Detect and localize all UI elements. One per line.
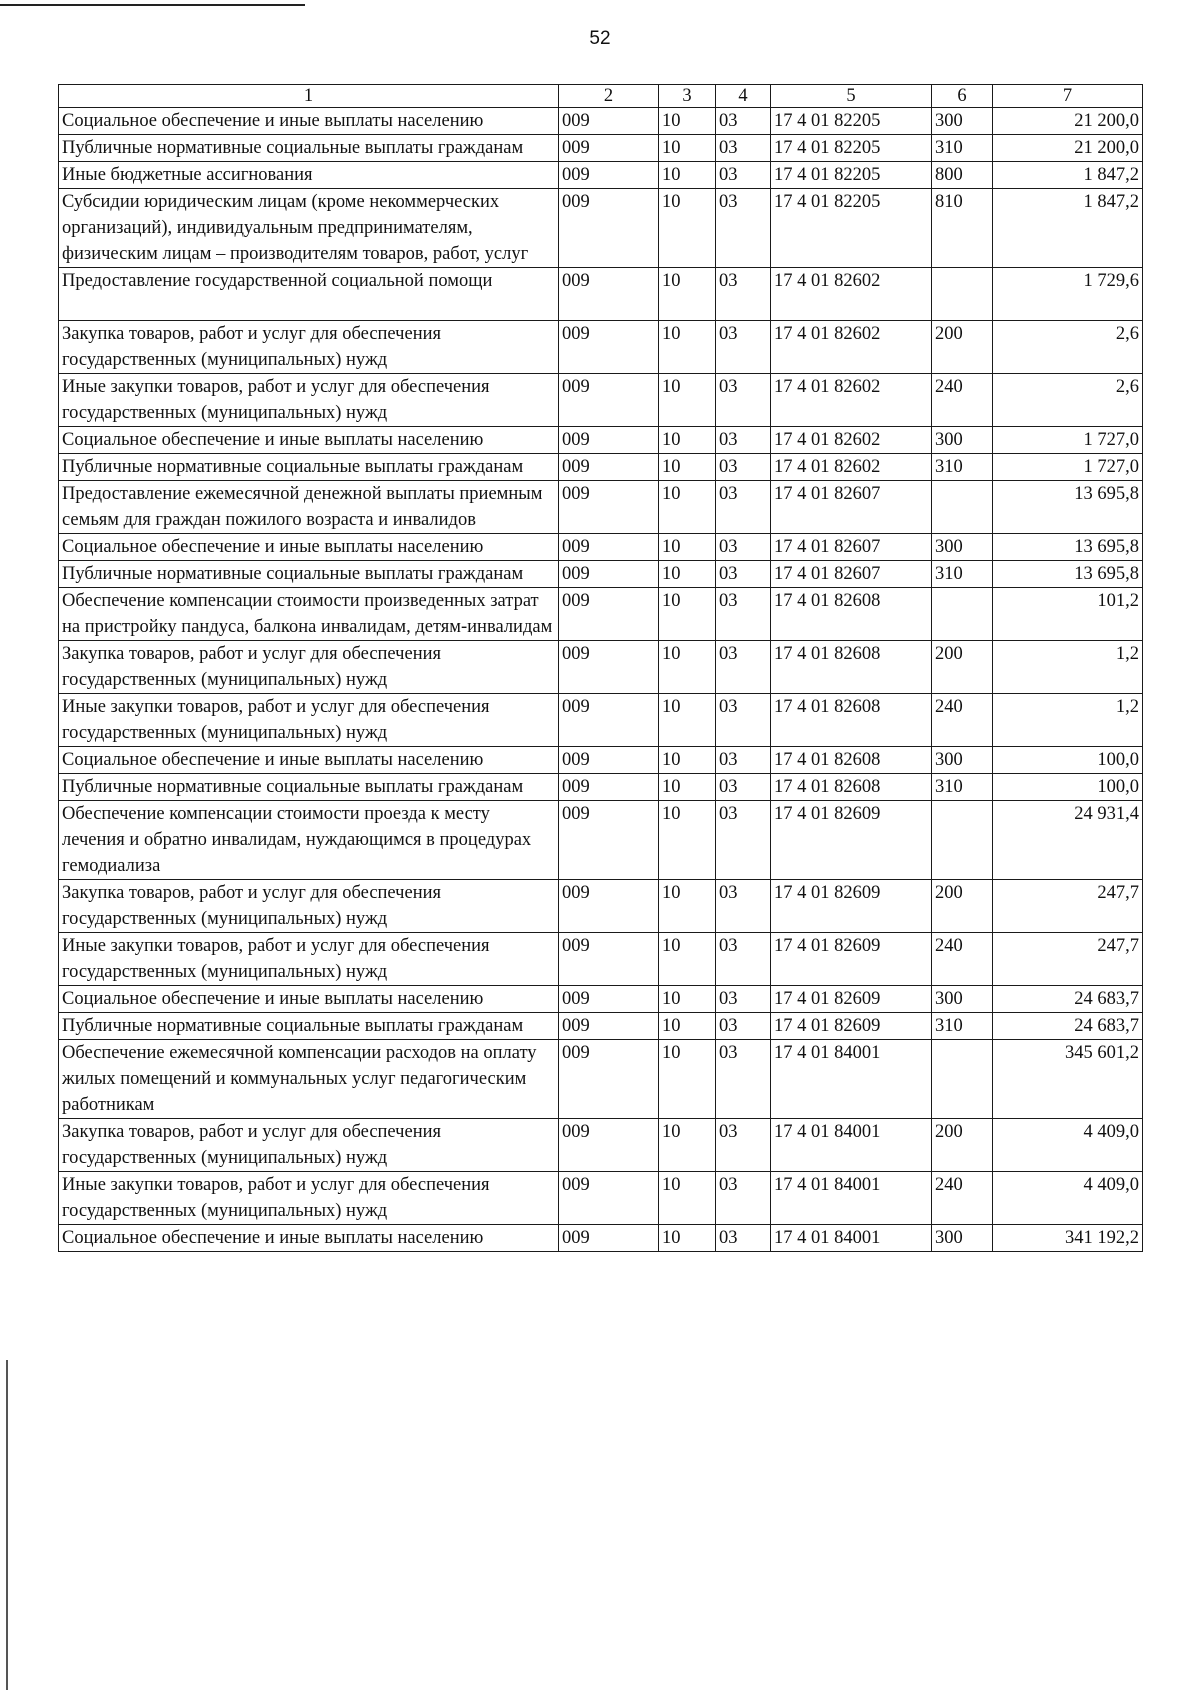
row-subsection-code: 03 (716, 1040, 771, 1119)
row-name: Публичные нормативные социальные выплаты гражданам (59, 135, 559, 162)
row-grbs-code: 009 (559, 1013, 659, 1040)
row-name: Субсидии юридическим лицам (кроме некоммерческих организаций), индивидуальным предпринимателям, физическим лицам – производителям товаров, работ, услуг (59, 189, 559, 268)
row-target-article: 17 4 01 82602 (771, 268, 932, 321)
row-expense-type: 300 (932, 747, 993, 774)
row-expense-type: 800 (932, 162, 993, 189)
scan-edge-line-left (6, 1360, 8, 1690)
row-section-code: 10 (659, 1013, 716, 1040)
row-target-article: 17 4 01 82602 (771, 374, 932, 427)
table-row (59, 1172, 1143, 1225)
header-col-3: 3 (659, 85, 716, 108)
row-expense-type: 240 (932, 374, 993, 427)
row-name: Иные закупки товаров, работ и услуг для обеспечения государственных (муниципальных) нужд (59, 374, 559, 427)
header-col-2: 2 (559, 85, 659, 108)
row-amount: 21 200,0 (993, 108, 1143, 135)
table-row (59, 641, 1143, 694)
row-section-code: 10 (659, 1119, 716, 1172)
row-subsection-code: 03 (716, 774, 771, 801)
row-name: Социальное обеспечение и иные выплаты населению (59, 108, 559, 135)
row-name: Обеспечение ежемесячной компенсации расходов на оплату жилых помещений и коммунальных услуг педагогическим работникам (59, 1040, 559, 1119)
row-section-code: 10 (659, 1225, 716, 1252)
row-expense-type: 310 (932, 135, 993, 162)
row-subsection-code: 03 (716, 561, 771, 588)
row-subsection-code: 03 (716, 534, 771, 561)
table-row (59, 321, 1143, 374)
row-subsection-code: 03 (716, 933, 771, 986)
table-row (59, 481, 1143, 534)
row-amount: 4 409,0 (993, 1172, 1143, 1225)
row-expense-type: 240 (932, 933, 993, 986)
row-target-article: 17 4 01 82205 (771, 162, 932, 189)
row-expense-type: 310 (932, 454, 993, 481)
row-subsection-code: 03 (716, 162, 771, 189)
row-grbs-code: 009 (559, 108, 659, 135)
row-grbs-code: 009 (559, 162, 659, 189)
header-col-5: 5 (771, 85, 932, 108)
row-expense-type: 200 (932, 321, 993, 374)
row-target-article: 17 4 01 82609 (771, 1013, 932, 1040)
row-target-article: 17 4 01 82608 (771, 774, 932, 801)
row-name: Иные закупки товаров, работ и услуг для обеспечения государственных (муниципальных) нужд (59, 933, 559, 986)
row-subsection-code: 03 (716, 801, 771, 880)
row-grbs-code: 009 (559, 1225, 659, 1252)
row-name: Публичные нормативные социальные выплаты гражданам (59, 454, 559, 481)
table-row (59, 1013, 1143, 1040)
row-target-article: 17 4 01 82602 (771, 321, 932, 374)
row-amount: 1,2 (993, 641, 1143, 694)
table-row (59, 268, 1143, 321)
row-name: Обеспечение компенсации стоимости произведенных затрат на пристройку пандуса, балкона инвалидам, детям-инвалидам (59, 588, 559, 641)
row-grbs-code: 009 (559, 933, 659, 986)
row-amount: 345 601,2 (993, 1040, 1143, 1119)
row-name: Иные бюджетные ассигнования (59, 162, 559, 189)
row-amount: 341 192,2 (993, 1225, 1143, 1252)
row-amount: 1,2 (993, 694, 1143, 747)
row-subsection-code: 03 (716, 1013, 771, 1040)
row-grbs-code: 009 (559, 880, 659, 933)
row-target-article: 17 4 01 82602 (771, 454, 932, 481)
row-target-article: 17 4 01 84001 (771, 1119, 932, 1172)
row-expense-type: 200 (932, 880, 993, 933)
row-grbs-code: 009 (559, 641, 659, 694)
row-amount: 2,6 (993, 374, 1143, 427)
row-section-code: 10 (659, 986, 716, 1013)
row-amount: 13 695,8 (993, 561, 1143, 588)
row-subsection-code: 03 (716, 189, 771, 268)
row-section-code: 10 (659, 162, 716, 189)
row-name: Публичные нормативные социальные выплаты гражданам (59, 774, 559, 801)
row-grbs-code: 009 (559, 986, 659, 1013)
table-header (59, 85, 1143, 108)
row-subsection-code: 03 (716, 427, 771, 454)
row-expense-type (932, 268, 993, 321)
row-name: Публичные нормативные социальные выплаты гражданам (59, 561, 559, 588)
row-expense-type: 200 (932, 1119, 993, 1172)
table-row (59, 427, 1143, 454)
table-row (59, 880, 1143, 933)
row-subsection-code: 03 (716, 481, 771, 534)
row-expense-type: 310 (932, 774, 993, 801)
row-target-article: 17 4 01 82607 (771, 481, 932, 534)
row-expense-type (932, 1040, 993, 1119)
row-target-article: 17 4 01 82205 (771, 108, 932, 135)
row-name: Социальное обеспечение и иные выплаты населению (59, 986, 559, 1013)
row-section-code: 10 (659, 747, 716, 774)
row-name: Предоставление ежемесячной денежной выплаты приемным семьям для граждан пожилого возраста и инвалидов (59, 481, 559, 534)
header-col-1: 1 (59, 85, 559, 108)
row-name: Обеспечение компенсации стоимости проезда к месту лечения и обратно инвалидам, нуждающимся в процедурах гемодиализа (59, 801, 559, 880)
row-amount: 100,0 (993, 774, 1143, 801)
row-expense-type: 310 (932, 1013, 993, 1040)
row-section-code: 10 (659, 694, 716, 747)
row-section-code: 10 (659, 588, 716, 641)
header-col-6: 6 (932, 85, 993, 108)
table-row (59, 801, 1143, 880)
row-expense-type: 240 (932, 1172, 993, 1225)
table-row (59, 588, 1143, 641)
row-expense-type (932, 588, 993, 641)
row-target-article: 17 4 01 84001 (771, 1225, 932, 1252)
row-section-code: 10 (659, 189, 716, 268)
row-amount: 247,7 (993, 880, 1143, 933)
row-grbs-code: 009 (559, 1040, 659, 1119)
row-subsection-code: 03 (716, 986, 771, 1013)
row-grbs-code: 009 (559, 374, 659, 427)
row-name: Социальное обеспечение и иные выплаты населению (59, 1225, 559, 1252)
row-section-code: 10 (659, 774, 716, 801)
row-subsection-code: 03 (716, 588, 771, 641)
row-name: Социальное обеспечение и иные выплаты населению (59, 534, 559, 561)
row-target-article: 17 4 01 82602 (771, 427, 932, 454)
row-expense-type (932, 801, 993, 880)
table-row (59, 189, 1143, 268)
row-name: Закупка товаров, работ и услуг для обеспечения государственных (муниципальных) нужд (59, 321, 559, 374)
row-subsection-code: 03 (716, 135, 771, 162)
row-name: Предоставление государственной социальной помощи (59, 268, 559, 321)
row-target-article: 17 4 01 82607 (771, 534, 932, 561)
row-grbs-code: 009 (559, 534, 659, 561)
header-col-7: 7 (993, 85, 1143, 108)
row-section-code: 10 (659, 1040, 716, 1119)
scan-edge-line (0, 4, 305, 6)
row-subsection-code: 03 (716, 747, 771, 774)
row-section-code: 10 (659, 374, 716, 427)
table-row (59, 694, 1143, 747)
row-amount: 101,2 (993, 588, 1143, 641)
row-target-article: 17 4 01 82205 (771, 189, 932, 268)
row-subsection-code: 03 (716, 1119, 771, 1172)
row-section-code: 10 (659, 427, 716, 454)
row-expense-type: 300 (932, 986, 993, 1013)
row-grbs-code: 009 (559, 321, 659, 374)
row-subsection-code: 03 (716, 108, 771, 135)
row-grbs-code: 009 (559, 427, 659, 454)
row-expense-type: 300 (932, 108, 993, 135)
row-target-article: 17 4 01 84001 (771, 1172, 932, 1225)
row-amount: 247,7 (993, 933, 1143, 986)
row-target-article: 17 4 01 82608 (771, 588, 932, 641)
row-name: Закупка товаров, работ и услуг для обеспечения государственных (муниципальных) нужд (59, 1119, 559, 1172)
row-grbs-code: 009 (559, 588, 659, 641)
row-expense-type: 300 (932, 534, 993, 561)
row-grbs-code: 009 (559, 774, 659, 801)
row-target-article: 17 4 01 82609 (771, 986, 932, 1013)
row-section-code: 10 (659, 534, 716, 561)
row-amount: 13 695,8 (993, 481, 1143, 534)
row-name: Социальное обеспечение и иные выплаты населению (59, 747, 559, 774)
row-name: Закупка товаров, работ и услуг для обеспечения государственных (муниципальных) нужд (59, 880, 559, 933)
table-row (59, 561, 1143, 588)
row-target-article: 17 4 01 84001 (771, 1040, 932, 1119)
row-section-code: 10 (659, 1172, 716, 1225)
row-amount: 1 727,0 (993, 427, 1143, 454)
row-target-article: 17 4 01 82608 (771, 694, 932, 747)
row-name: Публичные нормативные социальные выплаты гражданам (59, 1013, 559, 1040)
table-row (59, 534, 1143, 561)
table-body (59, 108, 1143, 1252)
row-grbs-code: 009 (559, 747, 659, 774)
row-target-article: 17 4 01 82609 (771, 880, 932, 933)
row-section-code: 10 (659, 561, 716, 588)
row-target-article: 17 4 01 82205 (771, 135, 932, 162)
row-section-code: 10 (659, 108, 716, 135)
row-grbs-code: 009 (559, 1172, 659, 1225)
row-section-code: 10 (659, 641, 716, 694)
row-target-article: 17 4 01 82607 (771, 561, 932, 588)
row-section-code: 10 (659, 481, 716, 534)
row-grbs-code: 009 (559, 694, 659, 747)
row-section-code: 10 (659, 454, 716, 481)
table-row (59, 933, 1143, 986)
row-target-article: 17 4 01 82608 (771, 641, 932, 694)
row-subsection-code: 03 (716, 641, 771, 694)
row-subsection-code: 03 (716, 374, 771, 427)
table-row (59, 135, 1143, 162)
row-amount: 21 200,0 (993, 135, 1143, 162)
row-section-code: 10 (659, 135, 716, 162)
row-amount: 1 729,6 (993, 268, 1143, 321)
table-row (59, 454, 1143, 481)
row-grbs-code: 009 (559, 1119, 659, 1172)
row-grbs-code: 009 (559, 135, 659, 162)
table-row (59, 162, 1143, 189)
row-section-code: 10 (659, 880, 716, 933)
row-section-code: 10 (659, 321, 716, 374)
row-subsection-code: 03 (716, 1172, 771, 1225)
table-row (59, 1119, 1143, 1172)
row-amount: 1 847,2 (993, 189, 1143, 268)
row-target-article: 17 4 01 82608 (771, 747, 932, 774)
row-expense-type: 810 (932, 189, 993, 268)
row-subsection-code: 03 (716, 880, 771, 933)
table-row (59, 986, 1143, 1013)
row-grbs-code: 009 (559, 801, 659, 880)
row-amount: 24 931,4 (993, 801, 1143, 880)
row-expense-type: 200 (932, 641, 993, 694)
page-number: 52 (589, 28, 611, 49)
row-amount: 1 847,2 (993, 162, 1143, 189)
row-amount: 2,6 (993, 321, 1143, 374)
row-amount: 24 683,7 (993, 1013, 1143, 1040)
row-amount: 13 695,8 (993, 534, 1143, 561)
row-section-code: 10 (659, 933, 716, 986)
table-row (59, 108, 1143, 135)
row-subsection-code: 03 (716, 321, 771, 374)
row-subsection-code: 03 (716, 1225, 771, 1252)
row-grbs-code: 009 (559, 189, 659, 268)
row-target-article: 17 4 01 82609 (771, 933, 932, 986)
row-grbs-code: 009 (559, 268, 659, 321)
row-grbs-code: 009 (559, 561, 659, 588)
row-expense-type: 300 (932, 1225, 993, 1252)
table-row (59, 747, 1143, 774)
row-expense-type: 300 (932, 427, 993, 454)
table-row (59, 1040, 1143, 1119)
table-row (59, 774, 1143, 801)
row-section-code: 10 (659, 268, 716, 321)
row-expense-type (932, 481, 993, 534)
row-amount: 100,0 (993, 747, 1143, 774)
row-amount: 4 409,0 (993, 1119, 1143, 1172)
row-target-article: 17 4 01 82609 (771, 801, 932, 880)
row-name: Иные закупки товаров, работ и услуг для обеспечения государственных (муниципальных) нужд (59, 1172, 559, 1225)
row-name: Закупка товаров, работ и услуг для обеспечения государственных (муниципальных) нужд (59, 641, 559, 694)
budget-table (58, 84, 1143, 1252)
header-col-4: 4 (716, 85, 771, 108)
row-subsection-code: 03 (716, 694, 771, 747)
row-expense-type: 240 (932, 694, 993, 747)
row-amount: 24 683,7 (993, 986, 1143, 1013)
row-grbs-code: 009 (559, 454, 659, 481)
table-row (59, 374, 1143, 427)
header-row (59, 85, 1143, 108)
row-name: Социальное обеспечение и иные выплаты населению (59, 427, 559, 454)
row-name: Иные закупки товаров, работ и услуг для обеспечения государственных (муниципальных) нужд (59, 694, 559, 747)
row-expense-type: 310 (932, 561, 993, 588)
row-amount: 1 727,0 (993, 454, 1143, 481)
row-subsection-code: 03 (716, 268, 771, 321)
row-subsection-code: 03 (716, 454, 771, 481)
row-grbs-code: 009 (559, 481, 659, 534)
table-row (59, 1225, 1143, 1252)
row-section-code: 10 (659, 801, 716, 880)
